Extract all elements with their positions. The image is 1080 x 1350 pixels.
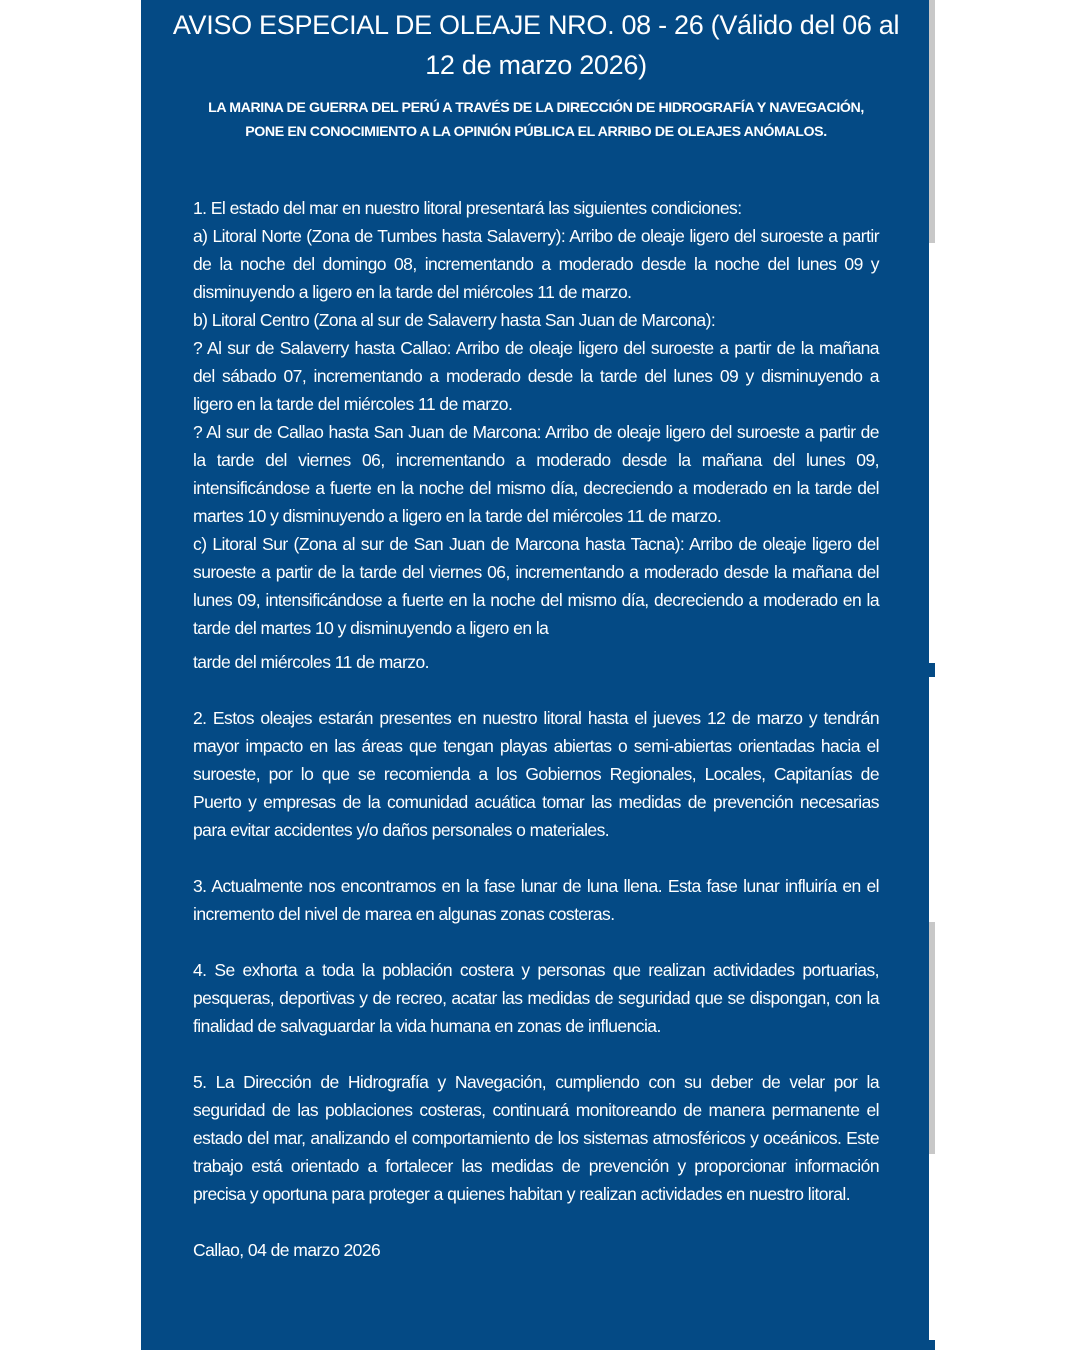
section-1-south: c) Litoral Sur (Zona al sur de San Juan de Marcona hasta Tacna): Arribo de oleaje ligero del suroeste a partir de la tarde del viernes 06, incrementando a moderado desde la mañana del lunes 09, intensificándose a fuerte en la noche del mismo día, decreciendo a moderado en la tarde del martes 10 y disminuyendo a ligero en la: [193, 534, 879, 638]
notice-subtitle: LA MARINA DE GUERRA DEL PERÚ A TRAVÉS DE LA DIRECCIÓN DE HIDROGRAFÍA Y NAVEGACIÓN, PONE EN CONOCIMIENTO A LA OPINIÓN PÚBLICA EL ARRIBO DE OLEAJES ANÓMALOS.: [208, 100, 864, 140]
section-1-intro: 1. El estado del mar en nuestro litoral presentará las siguientes condiciones:: [193, 198, 742, 218]
spacer: [193, 1208, 879, 1236]
scrollbar-thumb-top[interactable]: [929, 0, 935, 243]
section-1-center: b) Litoral Centro (Zona al sur de Salaverry hasta San Juan de Marcona):: [193, 310, 716, 330]
scrollbar-track[interactable]: [929, 677, 935, 922]
scrollbar-thumb[interactable]: [929, 922, 935, 1154]
scrollbar[interactable]: [929, 0, 935, 1350]
spacer: [193, 844, 879, 872]
notice-title: AVISO ESPECIAL DE OLEAJE NRO. 08 - 26 (Válido del 06 al 12 de marzo 2026): [172, 10, 900, 80]
notice-panel: [141, 0, 935, 1350]
scrollbar-track[interactable]: [929, 1154, 935, 1340]
section-1-center-sub-2: ? Al sur de Callao hasta San Juan de Marcona: Arribo de oleaje ligero del suroeste a partir de la tarde del viernes 06, incrementando a moderado desde la mañana del lunes 09, intensificándose a fuerte en la noche del mismo día, decreciendo a moderado en la tarde del martes 10 y disminuyendo a ligero en la tarde del miércoles 11 de marzo.: [193, 422, 879, 526]
scrollbar-gap: [929, 663, 935, 677]
section-2: 2. Estos oleajes estarán presentes en nuestro litoral hasta el jueves 12 de marzo y tendrán mayor impacto en las áreas que tengan playas abiertas o semi-abiertas orientadas hacia el suroeste, por lo que se recomienda a los Gobiernos Regionales, Locales, Capitanías de Puerto y empresas de la comunidad acuática tomar las medidas de prevención necesarias para evitar accidentes y/o daños personales o materiales.: [193, 708, 879, 840]
signature-line: Callao, 04 de marzo 2026: [193, 1240, 381, 1260]
section-1-center-sub-1: ? Al sur de Salaverry hasta Callao: Arribo de oleaje ligero del suroeste a partir de la mañana del sábado 07, incrementando a moderado desde la tarde del lunes 09 y disminuyendo a ligero en la tarde del miércoles 11 de marzo.: [193, 338, 879, 414]
spacer: [193, 1040, 879, 1068]
scrollbar-track[interactable]: [929, 243, 935, 663]
section-3: 3. Actualmente nos encontramos en la fase lunar de luna llena. Esta fase lunar influiría en el incremento del nivel de marea en algunas zonas costeras.: [193, 876, 879, 924]
section-4: 4. Se exhorta a toda la población costera y personas que realizan actividades portuarias, pesqueras, deportivas y de recreo, acatar las medidas de seguridad que se dispongan, con la finalidad de salvaguardar la vida humana en zonas de influencia.: [193, 960, 879, 1036]
notice-body: [193, 194, 879, 1264]
section-5: 5. La Dirección de Hidrografía y Navegación, cumpliendo con su deber de velar por la seguridad de las poblaciones costeras, continuará monitoreando de manera permanente el estado del mar, analizando el comportamiento de los sistemas atmosféricos y oceánicos. Este trabajo está orientado a fortalecer las medidas de prevención y proporcionar información precisa y oportuna para proteger a quienes habitan y realizan actividades en nuestro litoral.: [193, 1072, 879, 1204]
section-1-south-end: tarde del miércoles 11 de marzo.: [193, 652, 429, 672]
spacer: [193, 928, 879, 956]
spacer: [193, 676, 879, 704]
section-1-north: a) Litoral Norte (Zona de Tumbes hasta Salaverry): Arribo de oleaje ligero del suroeste a partir de la noche del domingo 08, incrementando a moderado desde la noche del lunes 09 y disminuyendo a ligero en la tarde del miércoles 11 de marzo.: [193, 226, 879, 302]
